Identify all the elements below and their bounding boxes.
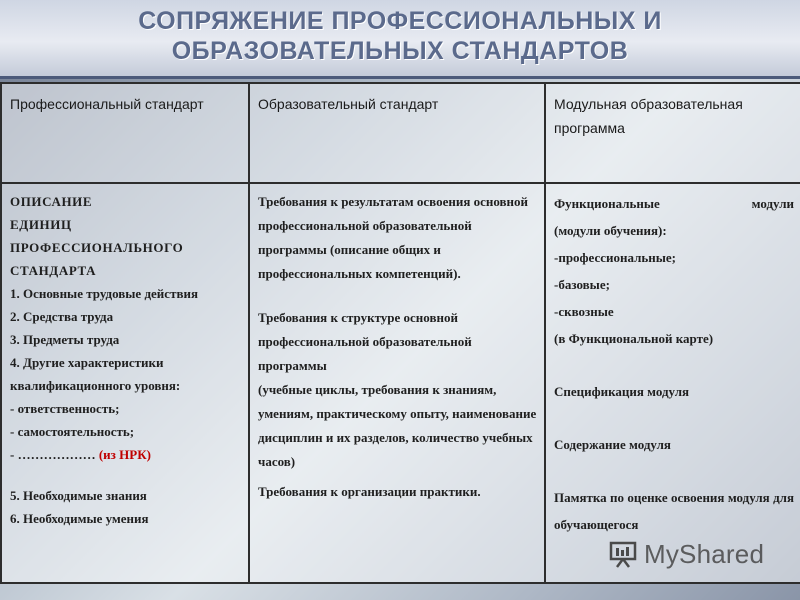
functional-modules-line <box>554 190 794 217</box>
requirements-structure-text: Требования к структуре основной профессиональной образовательной программы <box>258 310 472 373</box>
unit-description-heading-2: ЕДИНИЦ <box>10 217 72 232</box>
nrk-note: (из НРК) <box>95 447 151 462</box>
header-educational-standard: Образовательный стандарт <box>249 83 545 183</box>
list-item: - самостоятельность; <box>10 424 135 439</box>
list-item: 6. Необходимые умения <box>10 511 149 526</box>
practice-requirements-text: Требования к организации практики. <box>258 484 481 499</box>
list-item: 2. Средства труда <box>10 309 114 324</box>
watermark-text: MyShared <box>644 538 765 569</box>
slide-title: СОПРЯЖЕНИЕ ПРОФЕССИОНАЛЬНЫХ И ОБРАЗОВАТЕЛЬНЫХ СТАНДАРТОВ <box>138 7 662 65</box>
modules-subtitle: (модули обучения): <box>554 223 667 238</box>
unit-description-heading-1: ОПИСАНИЕ <box>10 194 93 209</box>
myshared-watermark <box>608 536 778 572</box>
unit-description-heading-4: СТАНДАРТА <box>10 263 97 278</box>
functional-map-note: (в Функциональной карте) <box>554 331 714 346</box>
educational-standard-cell <box>249 183 545 583</box>
list-item: 4. Другие характеристики квалификационного уровня: <box>10 355 181 393</box>
header-professional-standard: Профессиональный стандарт <box>1 83 249 183</box>
module-content: Содержание модуля <box>554 437 671 452</box>
list-item: 3. Предметы труда <box>10 332 120 347</box>
list-item: -сквозные <box>554 304 614 319</box>
list-item: -базовые; <box>554 277 610 292</box>
functional-modules-label: Функциональные <box>554 196 660 211</box>
modular-program-cell <box>545 183 800 583</box>
modules-word: модули <box>751 196 794 211</box>
header-modular-program: Модульная образовательная программа <box>545 83 800 183</box>
standards-table <box>0 82 800 584</box>
nrk-prefix: - ……………… <box>10 447 96 462</box>
table-header-row <box>1 83 800 183</box>
requirements-results-text: Требования к результатам освоения основной профессиональной образовательной программы (описание общих и профессиональных компетенций). <box>258 194 529 281</box>
list-item: 5. Необходимые знания <box>10 488 147 503</box>
list-item: - ответственность; <box>10 401 120 416</box>
list-item: 1. Основные трудовые действия <box>10 286 198 301</box>
nrk-list-item <box>10 443 242 466</box>
presentation-board-icon <box>608 539 638 569</box>
module-specification: Спецификация модуля <box>554 384 690 399</box>
module-assessment-memo: Памятка по оценке освоения модуля для обучающегося <box>554 490 794 532</box>
unit-description-heading-3: ПРОФЕССИОНАЛЬНОГО <box>10 240 184 255</box>
structure-details-text: (учебные циклы, требования к знаниям, умениям, практическому опыту, наименование дисциплин и их разделов, количество учебных часов) <box>258 382 537 469</box>
title-band <box>0 0 800 79</box>
list-item: -профессиональные; <box>554 250 677 265</box>
table-body-row <box>1 183 800 583</box>
professional-standard-cell <box>1 183 249 583</box>
